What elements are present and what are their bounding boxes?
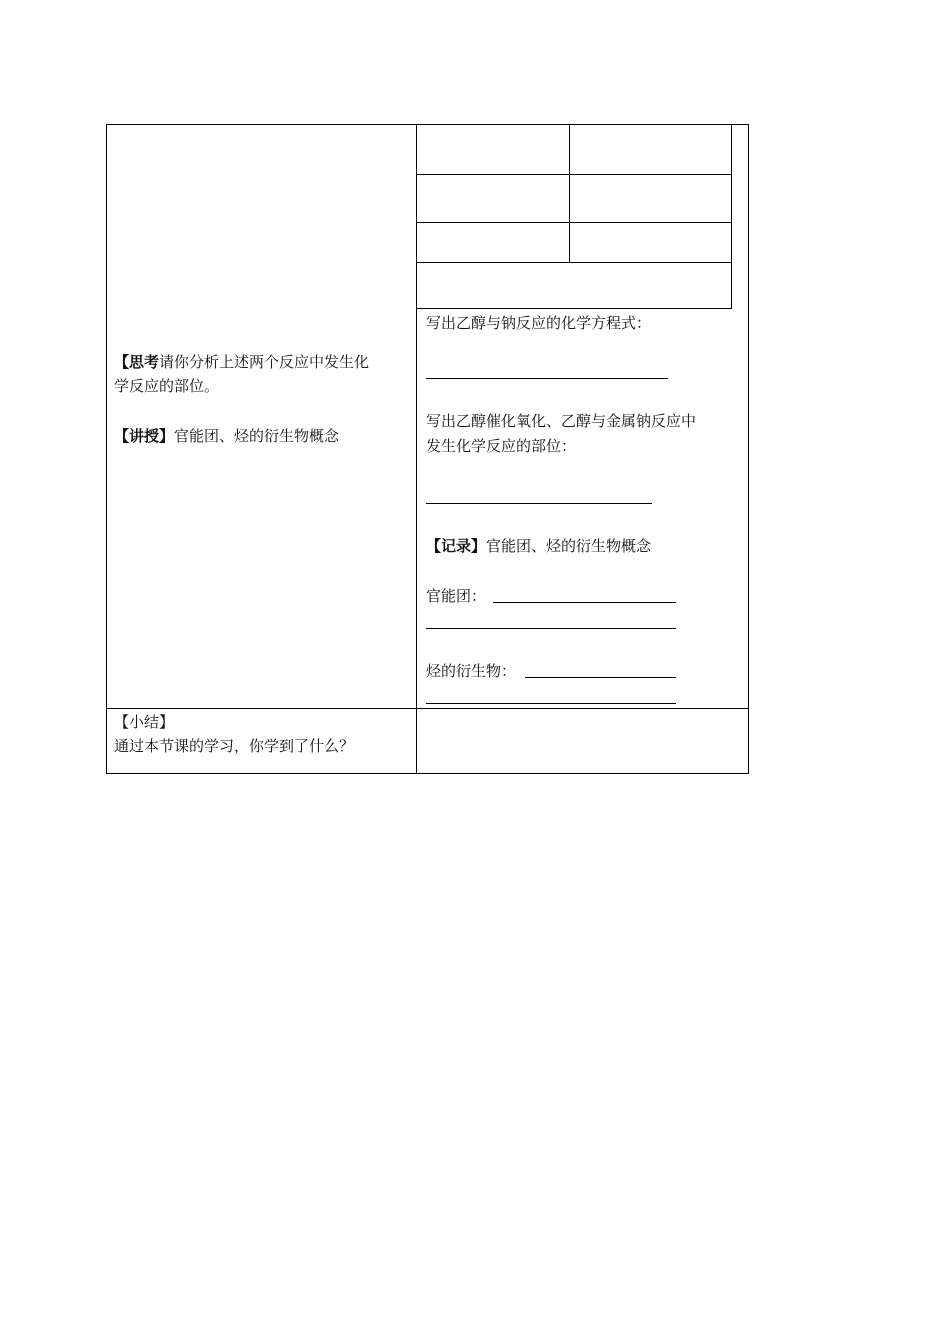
summary-tag: 【小结】 xyxy=(114,713,175,731)
record-text: 官能团、烃的衍生物概念 xyxy=(486,537,652,555)
think-tag: 【思考 xyxy=(114,353,160,371)
record-tag: 【记录】 xyxy=(426,537,487,555)
answer-blank-equation[interactable] xyxy=(426,378,668,379)
answer-blank-reaction-site[interactable] xyxy=(426,503,652,504)
think-text: 请你分析上述两个反应中发生化 xyxy=(159,353,370,371)
summary-text: 通过本节课的学习，你学到了什么？ xyxy=(114,737,355,755)
inner-table xyxy=(416,124,732,309)
lecture-tag: 【讲授】 xyxy=(114,427,175,445)
prompt-ethanol-sodium: 写出乙醇与钠反应的化学方程式： xyxy=(426,314,652,332)
prompt-reaction-site-line2: 发生化学反应的部位： xyxy=(426,437,577,455)
answer-blank-functional-group[interactable] xyxy=(493,602,676,603)
record-paragraph xyxy=(426,535,651,557)
summary-row-divider xyxy=(106,708,749,709)
inner-table-col-divider xyxy=(569,124,570,263)
answer-blank-derivative[interactable] xyxy=(525,677,676,678)
lecture-paragraph xyxy=(114,425,339,447)
prompt-reaction-site-line1: 写出乙醇催化氧化、乙醇与金属钠反应中 xyxy=(426,412,697,430)
inner-table-row-divider xyxy=(416,262,732,263)
inner-table-row-divider xyxy=(416,174,732,175)
answer-blank-functional-group-2[interactable] xyxy=(426,628,676,629)
functional-group-label: 官能团： xyxy=(426,587,487,605)
think-paragraph-line1 xyxy=(114,351,369,373)
answer-blank-derivative-2[interactable] xyxy=(426,703,676,704)
inner-table-row-divider xyxy=(416,222,732,223)
think-text-line2: 学反应的部位。 xyxy=(114,377,220,395)
derivative-label: 烃的衍生物： xyxy=(426,662,517,680)
lecture-text: 官能团、烃的衍生物概念 xyxy=(174,427,340,445)
